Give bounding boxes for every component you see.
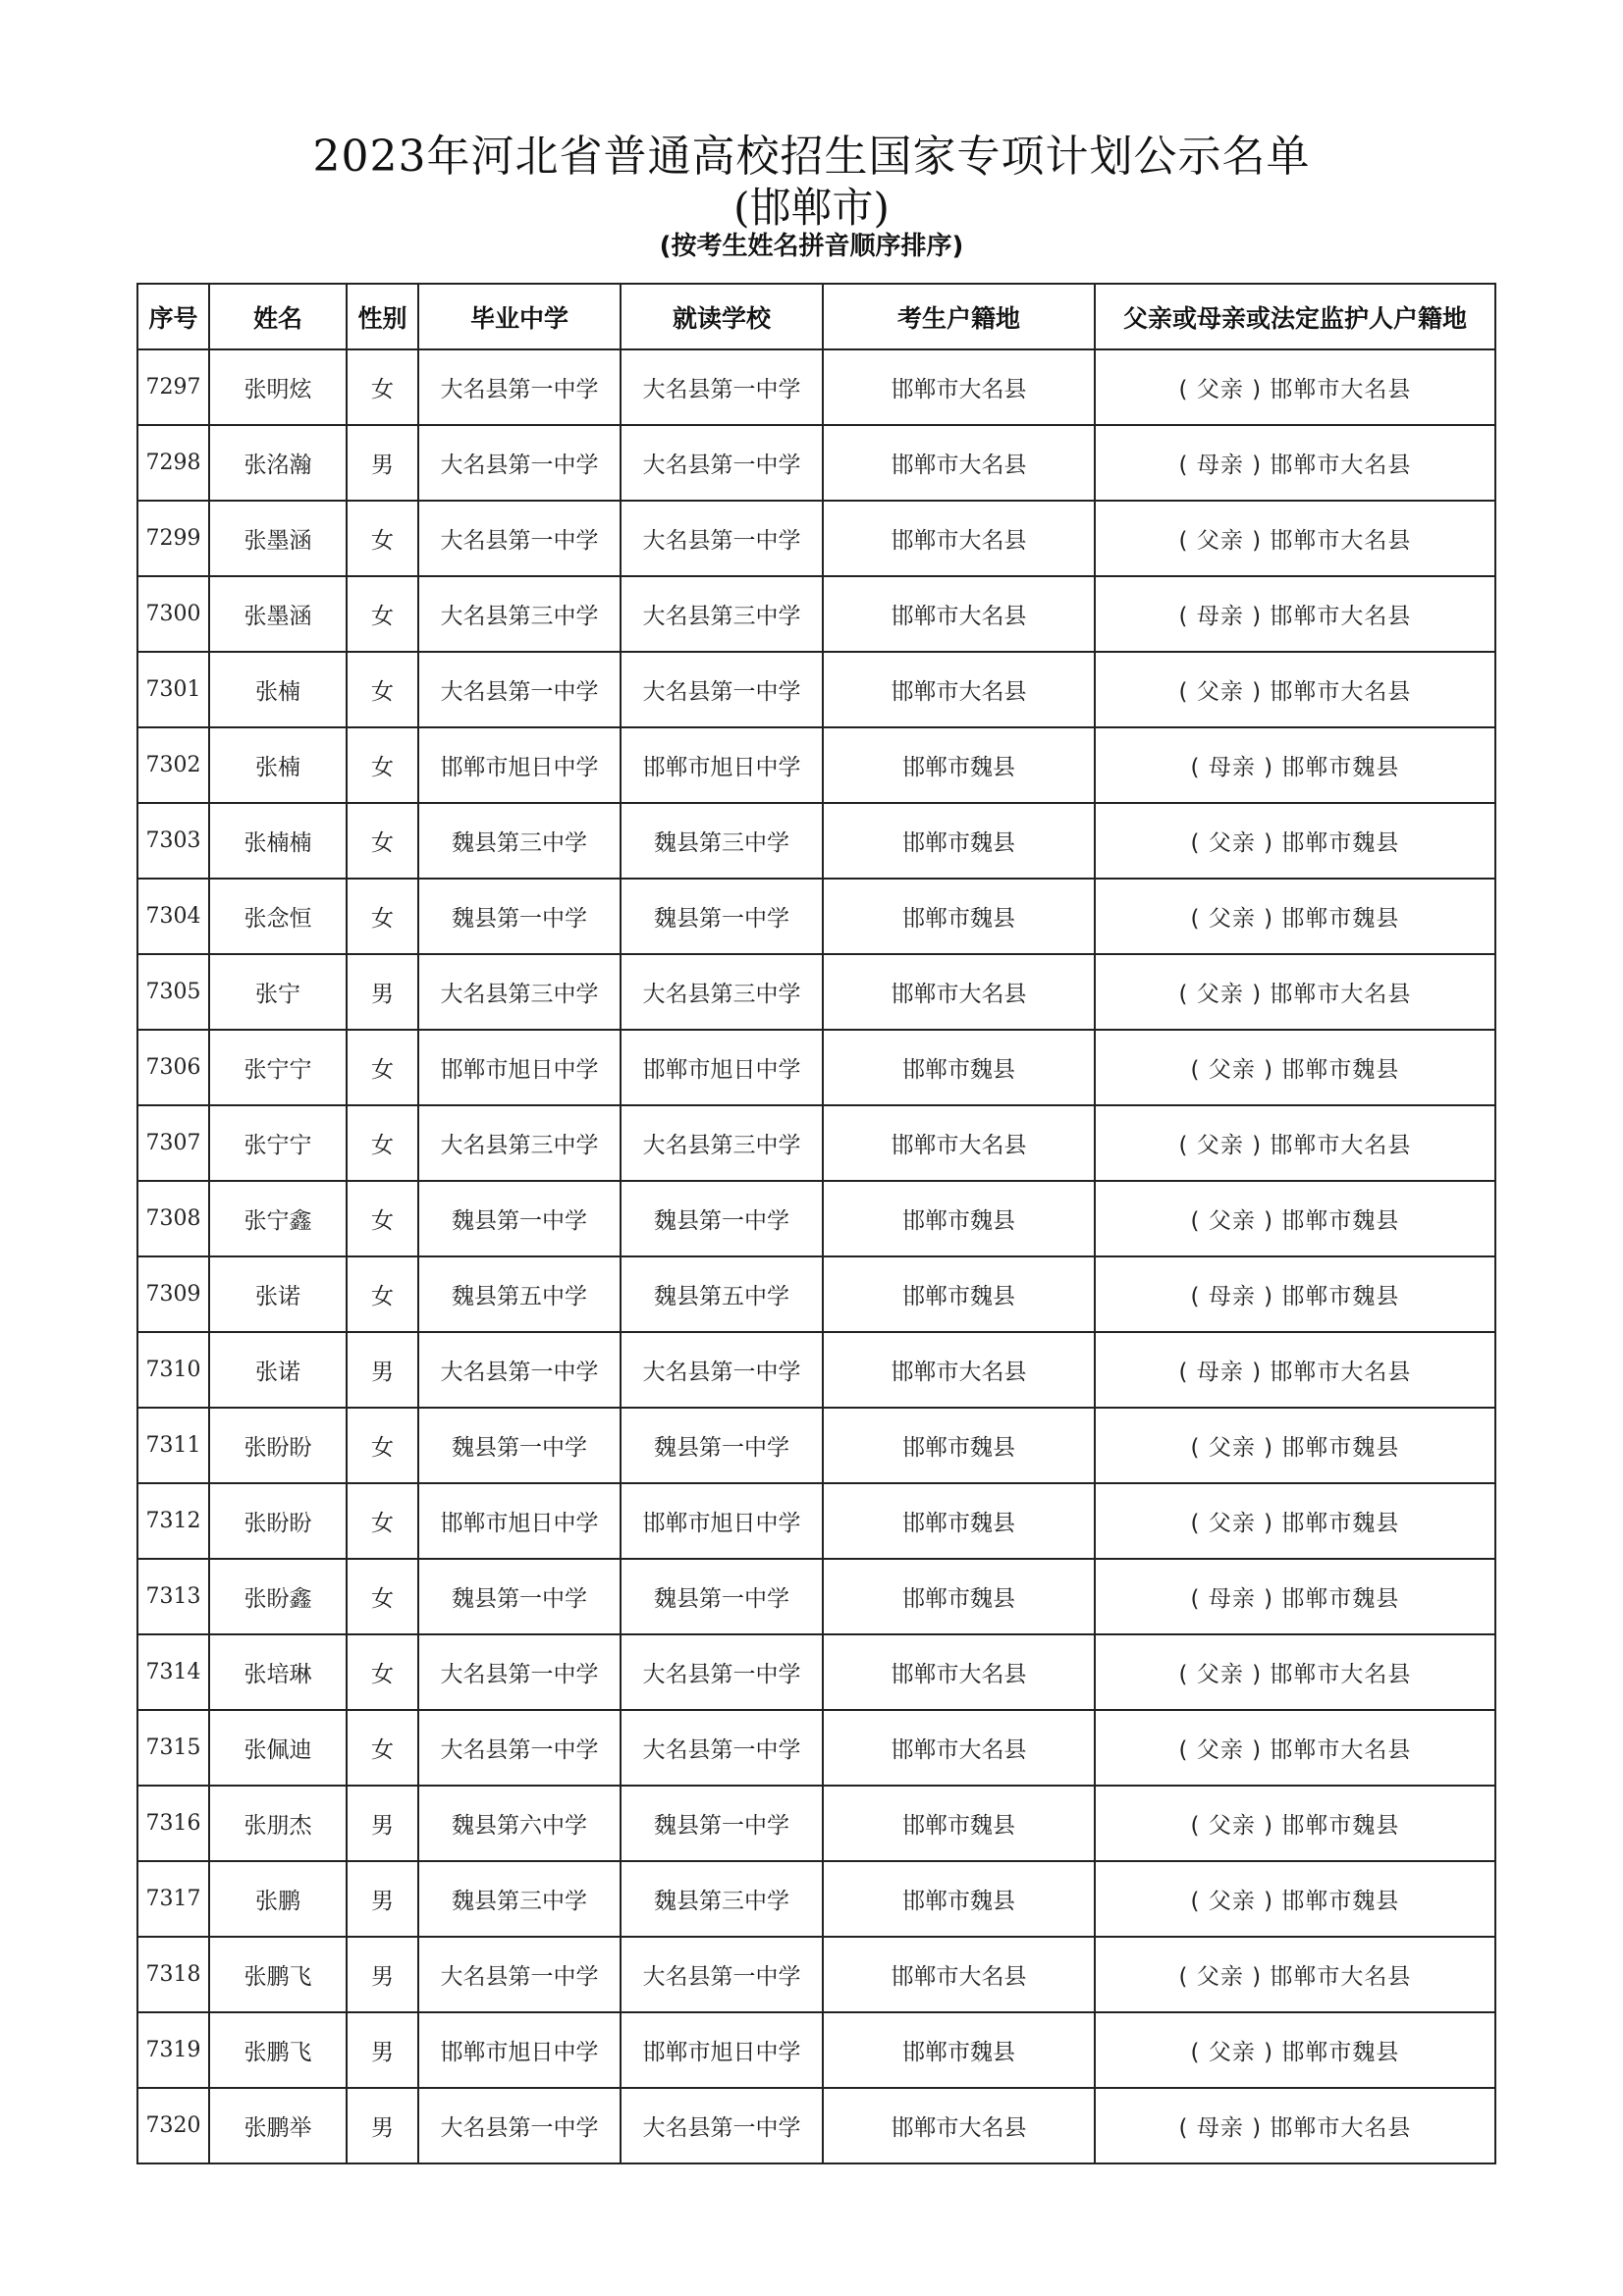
cell-gender: 女 — [347, 1105, 418, 1181]
cell-seq: 7316 — [137, 1786, 209, 1861]
table-row — [137, 425, 1495, 501]
cell-name: 张宁 — [209, 954, 347, 1030]
cell-seq: 7313 — [137, 1559, 209, 1634]
cell-current-school: 大名县第一中学 — [621, 1634, 823, 1710]
cell-guardian-residence: ( 父亲 ) 邯郸市魏县 — [1095, 1483, 1495, 1559]
cell-gender: 女 — [347, 727, 418, 803]
header-current-school: 就读学校 — [621, 284, 823, 349]
header-student-residence: 考生户籍地 — [823, 284, 1095, 349]
sort-note: (按考生姓名拼音顺序排序) — [659, 232, 964, 261]
table-header-row — [137, 284, 1495, 349]
cell-current-school: 魏县第一中学 — [621, 879, 823, 954]
cell-graduated-school: 大名县第一中学 — [418, 1634, 621, 1710]
cell-guardian-residence: ( 父亲 ) 邯郸市魏县 — [1095, 1861, 1495, 1937]
cell-current-school: 大名县第一中学 — [621, 2088, 823, 2163]
cell-name: 张墨涵 — [209, 501, 347, 576]
cell-seq: 7308 — [137, 1181, 209, 1256]
cell-graduated-school: 大名县第一中学 — [418, 652, 621, 727]
cell-name: 张宁宁 — [209, 1105, 347, 1181]
cell-current-school: 大名县第三中学 — [621, 954, 823, 1030]
cell-graduated-school: 魏县第一中学 — [418, 879, 621, 954]
document-subtitle: (邯郸市) — [733, 184, 890, 232]
cell-seq: 7306 — [137, 1030, 209, 1105]
cell-seq: 7307 — [137, 1105, 209, 1181]
document-title: 2023年河北省普通高校招生国家专项计划公示名单 — [312, 132, 1311, 182]
cell-guardian-residence: ( 父亲 ) 邯郸市魏县 — [1095, 1030, 1495, 1105]
cell-guardian-residence: ( 父亲 ) 邯郸市大名县 — [1095, 349, 1495, 425]
cell-gender: 女 — [347, 501, 418, 576]
cell-student-residence: 邯郸市大名县 — [823, 501, 1095, 576]
cell-student-residence: 邯郸市大名县 — [823, 349, 1095, 425]
cell-gender: 男 — [347, 1861, 418, 1937]
cell-seq: 7317 — [137, 1861, 209, 1937]
table-row — [137, 2088, 1495, 2163]
cell-seq: 7310 — [137, 1332, 209, 1408]
cell-guardian-residence: ( 父亲 ) 邯郸市魏县 — [1095, 803, 1495, 879]
table-row — [137, 349, 1495, 425]
table-row — [137, 1937, 1495, 2012]
cell-student-residence: 邯郸市大名县 — [823, 1105, 1095, 1181]
table-row — [137, 1483, 1495, 1559]
cell-name: 张楠楠 — [209, 803, 347, 879]
cell-student-residence: 邯郸市魏县 — [823, 727, 1095, 803]
roster-table — [136, 283, 1496, 2164]
cell-current-school: 邯郸市旭日中学 — [621, 2012, 823, 2088]
header-name: 姓名 — [209, 284, 347, 349]
cell-student-residence: 邯郸市大名县 — [823, 425, 1095, 501]
cell-gender: 女 — [347, 1181, 418, 1256]
cell-name: 张诺 — [209, 1332, 347, 1408]
cell-name: 张洺瀚 — [209, 425, 347, 501]
cell-current-school: 魏县第一中学 — [621, 1181, 823, 1256]
cell-student-residence: 邯郸市大名县 — [823, 1634, 1095, 1710]
header-gender: 性别 — [347, 284, 418, 349]
cell-guardian-residence: ( 母亲 ) 邯郸市大名县 — [1095, 1332, 1495, 1408]
cell-graduated-school: 邯郸市旭日中学 — [418, 1483, 621, 1559]
cell-guardian-residence: ( 父亲 ) 邯郸市魏县 — [1095, 1786, 1495, 1861]
cell-name: 张盼鑫 — [209, 1559, 347, 1634]
cell-current-school: 大名县第一中学 — [621, 349, 823, 425]
cell-seq: 7302 — [137, 727, 209, 803]
header-graduated-school: 毕业中学 — [418, 284, 621, 349]
cell-gender: 女 — [347, 803, 418, 879]
cell-current-school: 魏县第一中学 — [621, 1408, 823, 1483]
cell-current-school: 大名县第三中学 — [621, 576, 823, 652]
cell-graduated-school: 魏县第一中学 — [418, 1408, 621, 1483]
table-row — [137, 2012, 1495, 2088]
cell-name: 张朋杰 — [209, 1786, 347, 1861]
cell-name: 张明炫 — [209, 349, 347, 425]
cell-gender: 女 — [347, 1030, 418, 1105]
cell-graduated-school: 大名县第三中学 — [418, 1105, 621, 1181]
table-row — [137, 1408, 1495, 1483]
table-row — [137, 1256, 1495, 1332]
cell-student-residence: 邯郸市大名县 — [823, 1332, 1095, 1408]
cell-guardian-residence: ( 父亲 ) 邯郸市大名县 — [1095, 954, 1495, 1030]
table-row — [137, 1105, 1495, 1181]
cell-student-residence: 邯郸市魏县 — [823, 1408, 1095, 1483]
cell-graduated-school: 大名县第一中学 — [418, 425, 621, 501]
cell-name: 张佩迪 — [209, 1710, 347, 1786]
cell-seq: 7305 — [137, 954, 209, 1030]
cell-student-residence: 邯郸市魏县 — [823, 879, 1095, 954]
cell-current-school: 邯郸市旭日中学 — [621, 1030, 823, 1105]
cell-guardian-residence: ( 父亲 ) 邯郸市魏县 — [1095, 879, 1495, 954]
cell-graduated-school: 魏县第三中学 — [418, 803, 621, 879]
cell-seq: 7315 — [137, 1710, 209, 1786]
cell-graduated-school: 魏县第一中学 — [418, 1559, 621, 1634]
cell-guardian-residence: ( 父亲 ) 邯郸市大名县 — [1095, 1937, 1495, 2012]
table-row — [137, 1181, 1495, 1256]
cell-current-school: 大名县第一中学 — [621, 1937, 823, 2012]
cell-current-school: 魏县第一中学 — [621, 1559, 823, 1634]
cell-student-residence: 邯郸市魏县 — [823, 2012, 1095, 2088]
cell-guardian-residence: ( 母亲 ) 邯郸市大名县 — [1095, 576, 1495, 652]
cell-gender: 女 — [347, 1559, 418, 1634]
cell-gender: 女 — [347, 652, 418, 727]
cell-guardian-residence: ( 母亲 ) 邯郸市大名县 — [1095, 425, 1495, 501]
cell-gender: 女 — [347, 1634, 418, 1710]
cell-gender: 女 — [347, 1256, 418, 1332]
cell-gender: 女 — [347, 576, 418, 652]
table-row — [137, 1332, 1495, 1408]
cell-student-residence: 邯郸市大名县 — [823, 576, 1095, 652]
cell-name: 张念恒 — [209, 879, 347, 954]
cell-name: 张宁宁 — [209, 1030, 347, 1105]
cell-graduated-school: 魏县第六中学 — [418, 1786, 621, 1861]
cell-graduated-school: 大名县第一中学 — [418, 1332, 621, 1408]
cell-name: 张诺 — [209, 1256, 347, 1332]
header-seq: 序号 — [137, 284, 209, 349]
table-row — [137, 1030, 1495, 1105]
cell-name: 张宁鑫 — [209, 1181, 347, 1256]
cell-gender: 男 — [347, 954, 418, 1030]
cell-seq: 7301 — [137, 652, 209, 727]
cell-gender: 女 — [347, 1710, 418, 1786]
cell-seq: 7311 — [137, 1408, 209, 1483]
cell-seq: 7320 — [137, 2088, 209, 2163]
cell-student-residence: 邯郸市大名县 — [823, 954, 1095, 1030]
cell-guardian-residence: ( 父亲 ) 邯郸市魏县 — [1095, 1408, 1495, 1483]
table-row — [137, 879, 1495, 954]
cell-guardian-residence: ( 父亲 ) 邯郸市大名县 — [1095, 1105, 1495, 1181]
cell-name: 张墨涵 — [209, 576, 347, 652]
cell-seq: 7303 — [137, 803, 209, 879]
table-row — [137, 501, 1495, 576]
cell-current-school: 邯郸市旭日中学 — [621, 727, 823, 803]
cell-seq: 7319 — [137, 2012, 209, 2088]
cell-name: 张鹏飞 — [209, 2012, 347, 2088]
cell-graduated-school: 魏县第五中学 — [418, 1256, 621, 1332]
table-row — [137, 576, 1495, 652]
cell-current-school: 大名县第一中学 — [621, 652, 823, 727]
cell-seq: 7314 — [137, 1634, 209, 1710]
cell-gender: 男 — [347, 1937, 418, 2012]
cell-student-residence: 邯郸市魏县 — [823, 1256, 1095, 1332]
table-row — [137, 1861, 1495, 1937]
cell-student-residence: 邯郸市魏县 — [823, 1483, 1095, 1559]
cell-seq: 7318 — [137, 1937, 209, 2012]
cell-graduated-school: 邯郸市旭日中学 — [418, 727, 621, 803]
cell-name: 张培琳 — [209, 1634, 347, 1710]
cell-name: 张鹏飞 — [209, 1937, 347, 2012]
cell-student-residence: 邯郸市大名县 — [823, 2088, 1095, 2163]
cell-graduated-school: 大名县第三中学 — [418, 954, 621, 1030]
cell-graduated-school: 大名县第一中学 — [418, 1937, 621, 2012]
cell-gender: 女 — [347, 1408, 418, 1483]
cell-gender: 女 — [347, 879, 418, 954]
cell-name: 张楠 — [209, 652, 347, 727]
table-row — [137, 954, 1495, 1030]
cell-graduated-school: 大名县第三中学 — [418, 576, 621, 652]
cell-guardian-residence: ( 母亲 ) 邯郸市魏县 — [1095, 727, 1495, 803]
cell-student-residence: 邯郸市大名县 — [823, 1937, 1095, 2012]
cell-seq: 7312 — [137, 1483, 209, 1559]
table-body — [137, 349, 1495, 2163]
cell-guardian-residence: ( 父亲 ) 邯郸市大名县 — [1095, 652, 1495, 727]
cell-student-residence: 邯郸市魏县 — [823, 1181, 1095, 1256]
cell-student-residence: 邯郸市大名县 — [823, 652, 1095, 727]
cell-name: 张楠 — [209, 727, 347, 803]
cell-gender: 男 — [347, 1786, 418, 1861]
cell-name: 张鹏 — [209, 1861, 347, 1937]
cell-gender: 女 — [347, 349, 418, 425]
cell-gender: 男 — [347, 2088, 418, 2163]
cell-current-school: 魏县第三中学 — [621, 803, 823, 879]
cell-guardian-residence: ( 父亲 ) 邯郸市魏县 — [1095, 2012, 1495, 2088]
header-guardian-residence: 父亲或母亲或法定监护人户籍地 — [1095, 284, 1495, 349]
cell-gender: 男 — [347, 425, 418, 501]
cell-graduated-school: 邯郸市旭日中学 — [418, 1030, 621, 1105]
cell-student-residence: 邯郸市魏县 — [823, 803, 1095, 879]
cell-student-residence: 邯郸市魏县 — [823, 1786, 1095, 1861]
cell-guardian-residence: ( 母亲 ) 邯郸市大名县 — [1095, 2088, 1495, 2163]
table-row — [137, 1710, 1495, 1786]
table-row — [137, 803, 1495, 879]
cell-current-school: 邯郸市旭日中学 — [621, 1483, 823, 1559]
cell-current-school: 魏县第五中学 — [621, 1256, 823, 1332]
cell-seq: 7309 — [137, 1256, 209, 1332]
table-row — [137, 1559, 1495, 1634]
cell-gender: 女 — [347, 1483, 418, 1559]
cell-graduated-school: 大名县第一中学 — [418, 349, 621, 425]
cell-graduated-school: 大名县第一中学 — [418, 2088, 621, 2163]
cell-guardian-residence: ( 父亲 ) 邯郸市大名县 — [1095, 1710, 1495, 1786]
cell-guardian-residence: ( 父亲 ) 邯郸市大名县 — [1095, 501, 1495, 576]
cell-gender: 男 — [347, 2012, 418, 2088]
cell-student-residence: 邯郸市大名县 — [823, 1710, 1095, 1786]
cell-current-school: 大名县第一中学 — [621, 1332, 823, 1408]
cell-current-school: 大名县第一中学 — [621, 1710, 823, 1786]
cell-seq: 7297 — [137, 349, 209, 425]
cell-name: 张鹏举 — [209, 2088, 347, 2163]
cell-guardian-residence: ( 父亲 ) 邯郸市大名县 — [1095, 1634, 1495, 1710]
cell-current-school: 魏县第一中学 — [621, 1786, 823, 1861]
cell-graduated-school: 大名县第一中学 — [418, 501, 621, 576]
cell-guardian-residence: ( 母亲 ) 邯郸市魏县 — [1095, 1559, 1495, 1634]
table-row — [137, 1786, 1495, 1861]
cell-graduated-school: 邯郸市旭日中学 — [418, 2012, 621, 2088]
cell-graduated-school: 魏县第三中学 — [418, 1861, 621, 1937]
cell-graduated-school: 大名县第一中学 — [418, 1710, 621, 1786]
cell-current-school: 魏县第三中学 — [621, 1861, 823, 1937]
table-row — [137, 727, 1495, 803]
cell-student-residence: 邯郸市魏县 — [823, 1861, 1095, 1937]
cell-seq: 7300 — [137, 576, 209, 652]
table-row — [137, 652, 1495, 727]
cell-student-residence: 邯郸市魏县 — [823, 1030, 1095, 1105]
cell-current-school: 大名县第一中学 — [621, 425, 823, 501]
table-row — [137, 1634, 1495, 1710]
cell-current-school: 大名县第三中学 — [621, 1105, 823, 1181]
cell-seq: 7304 — [137, 879, 209, 954]
cell-name: 张盼盼 — [209, 1483, 347, 1559]
cell-seq: 7298 — [137, 425, 209, 501]
cell-graduated-school: 魏县第一中学 — [418, 1181, 621, 1256]
cell-seq: 7299 — [137, 501, 209, 576]
cell-name: 张盼盼 — [209, 1408, 347, 1483]
cell-gender: 男 — [347, 1332, 418, 1408]
cell-current-school: 大名县第一中学 — [621, 501, 823, 576]
cell-guardian-residence: ( 母亲 ) 邯郸市魏县 — [1095, 1256, 1495, 1332]
cell-student-residence: 邯郸市魏县 — [823, 1559, 1095, 1634]
cell-guardian-residence: ( 父亲 ) 邯郸市魏县 — [1095, 1181, 1495, 1256]
